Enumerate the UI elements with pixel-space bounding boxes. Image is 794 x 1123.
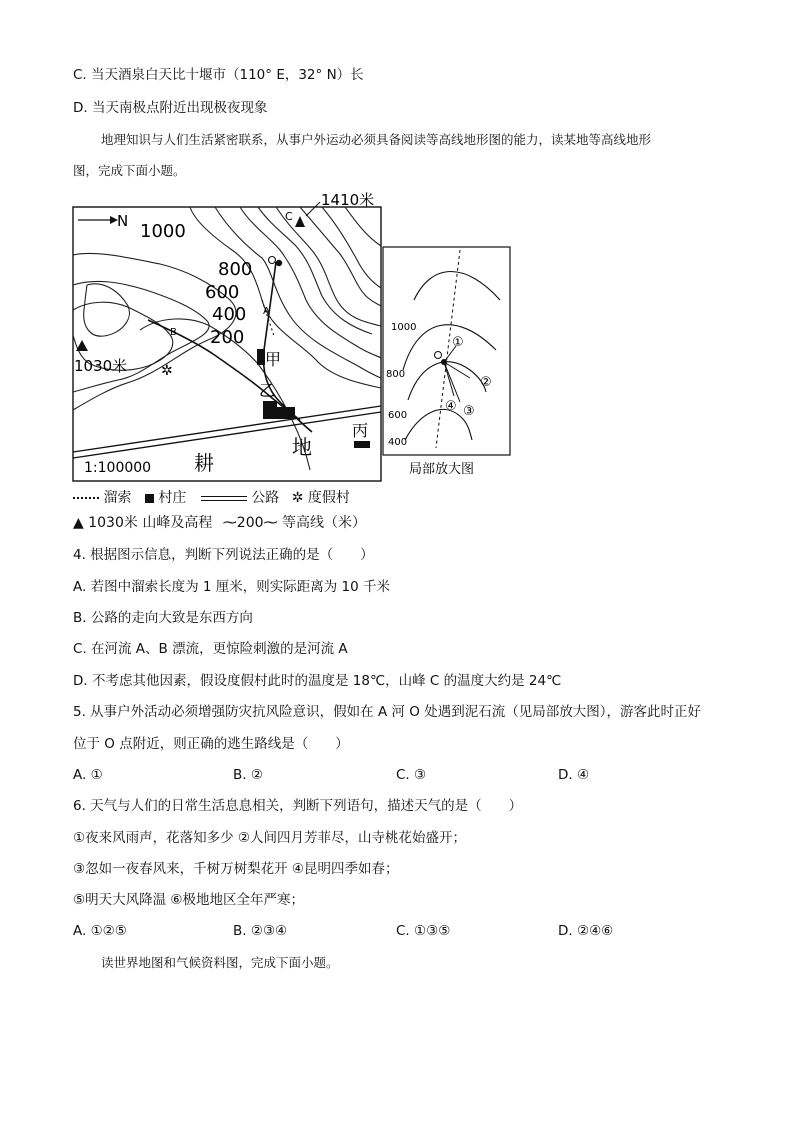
resort-legend-icon: ✲ <box>291 490 304 506</box>
village-legend-icon <box>145 494 154 503</box>
contour-label-600: 600 <box>205 282 240 303</box>
village-jia-label: 甲 <box>265 350 282 369</box>
inset-point-o-icon <box>435 352 442 359</box>
intro-paragraph-2: 读世界地图和气候资料图，完成下面小题。 <box>101 955 339 970</box>
question-4-option-c: C. 在河流 A、B 漂流，更惊险刺激的是河流 A <box>73 641 348 657</box>
question-6-option-b: B. ②③④ <box>233 923 288 939</box>
intro-paragraph-line2: 图，完成下面小题。 <box>73 163 186 178</box>
question-5-option-b: B. ② <box>233 767 263 783</box>
question-6-statement-2: ③忽如一夜春风来，千树万树梨花开 ④昆明四季如春； <box>73 861 399 877</box>
map-scale: 1:100000 <box>84 460 152 476</box>
legend-row-2: ▲ 1030米 山峰及高程 ⁓200⁓ 等高线（米） <box>73 515 366 531</box>
ropeway-legend-icon <box>73 497 99 499</box>
contour-label-800: 800 <box>218 259 253 280</box>
question-4-option-a: A. 若图中溜索长度为 1 厘米，则实际距离为 10 千米 <box>73 579 391 595</box>
option-d: D. 当天南极点附近出现极夜现象 <box>73 100 268 116</box>
question-5-line1: 5. 从事户外活动必须增强防灾抗风险意识，假如在 A 河 O 处遇到泥石流（见局部放大图），游客此时正好 <box>73 704 701 720</box>
route-2-label: ② <box>480 375 492 390</box>
route-4-label: ④ <box>445 399 457 414</box>
question-6-statement-3: ⑤明天大风降温 ⑥极地地区全年严寒； <box>73 892 304 908</box>
inset-map <box>0 0 794 540</box>
question-5-option-a: A. ① <box>73 767 103 783</box>
contour-label-200: 200 <box>210 327 245 348</box>
inset-contour-600: 600 <box>388 410 408 421</box>
inset-contour-400: 400 <box>388 437 408 448</box>
inset-contour-1000: 1000 <box>391 322 417 333</box>
peak-legend-icon: ▲ <box>73 515 84 531</box>
option-c: C. 当天酒泉白天比十堰市（110° E，32° N）长 <box>73 67 364 83</box>
legend-contour-value: 200 <box>236 515 264 531</box>
legend-resort: 度假村 <box>307 490 350 506</box>
question-5-option-d: D. ④ <box>558 767 590 783</box>
farmland-label-2: 地 <box>292 435 312 459</box>
farmland-label-1: 耕 <box>194 451 214 475</box>
escape-route-arrows <box>444 346 470 402</box>
legend-contour: 等高线（米） <box>281 515 366 531</box>
peak-c-letter: C <box>285 210 293 223</box>
legend-row-1 <box>73 487 350 507</box>
road-legend-icon <box>201 496 247 501</box>
route-3-label: ③ <box>463 404 475 419</box>
contour-label-1000: 1000 <box>140 221 186 242</box>
question-6-option-c: C. ①③⑤ <box>396 923 451 939</box>
legend-peak: 1030米 山峰及高程 <box>88 515 213 531</box>
route-1-label: ① <box>452 335 464 350</box>
peak-west-elevation: 1030米 <box>74 357 128 375</box>
question-6: 6. 天气与人们的日常生活息息相关，判断下列语句，描述天气的是（ ） <box>73 798 523 814</box>
question-5-line2: 位于 O 点附近，则正确的逃生路线是（ ） <box>73 736 349 752</box>
question-6-option-a: A. ①②⑤ <box>73 923 127 939</box>
legend-ropeway: 溜索 <box>103 490 132 506</box>
inset-frame <box>383 247 510 455</box>
resort-icon: ✲ <box>161 363 173 379</box>
inset-contours <box>403 272 500 441</box>
village-bing-label: 丙 <box>352 421 369 440</box>
question-6-option-d: D. ②④⑥ <box>558 923 614 939</box>
contour-legend-icon: ⁓ <box>222 515 237 531</box>
inset-caption: 局部放大图 <box>409 462 475 477</box>
peak-c-elevation: 1410米 <box>321 191 375 209</box>
legend-village: 村庄 <box>158 490 187 506</box>
question-5-option-c: C. ③ <box>396 767 427 783</box>
north-label: N <box>117 212 129 230</box>
inset-contour-800: 800 <box>386 369 406 380</box>
village-yi-label: 乙 <box>259 381 276 400</box>
question-4-option-b: B. 公路的走向大致是东西方向 <box>73 610 253 626</box>
river-b-label: B <box>170 327 177 338</box>
question-4-option-d: D. 不考虑其他因素，假设度假村此时的温度是 18℃，山峰 C 的温度大约是 24℃ <box>73 673 562 689</box>
legend-road: 公路 <box>251 490 280 506</box>
river-a-label: A <box>263 306 270 317</box>
intro-paragraph-line1: 地理知识与人们生活紧密联系，从事户外运动必须具备阅读等高线地形图的能力，读某地等高线地形 <box>101 132 652 147</box>
contour-label-400: 400 <box>212 304 247 325</box>
question-6-statement-1: ①夜来风雨声，花落知多少 ②人间四月芳菲尽，山寺桃花始盛开； <box>73 830 466 846</box>
question-4: 4. 根据图示信息，判断下列说法正确的是（ ） <box>73 547 374 563</box>
